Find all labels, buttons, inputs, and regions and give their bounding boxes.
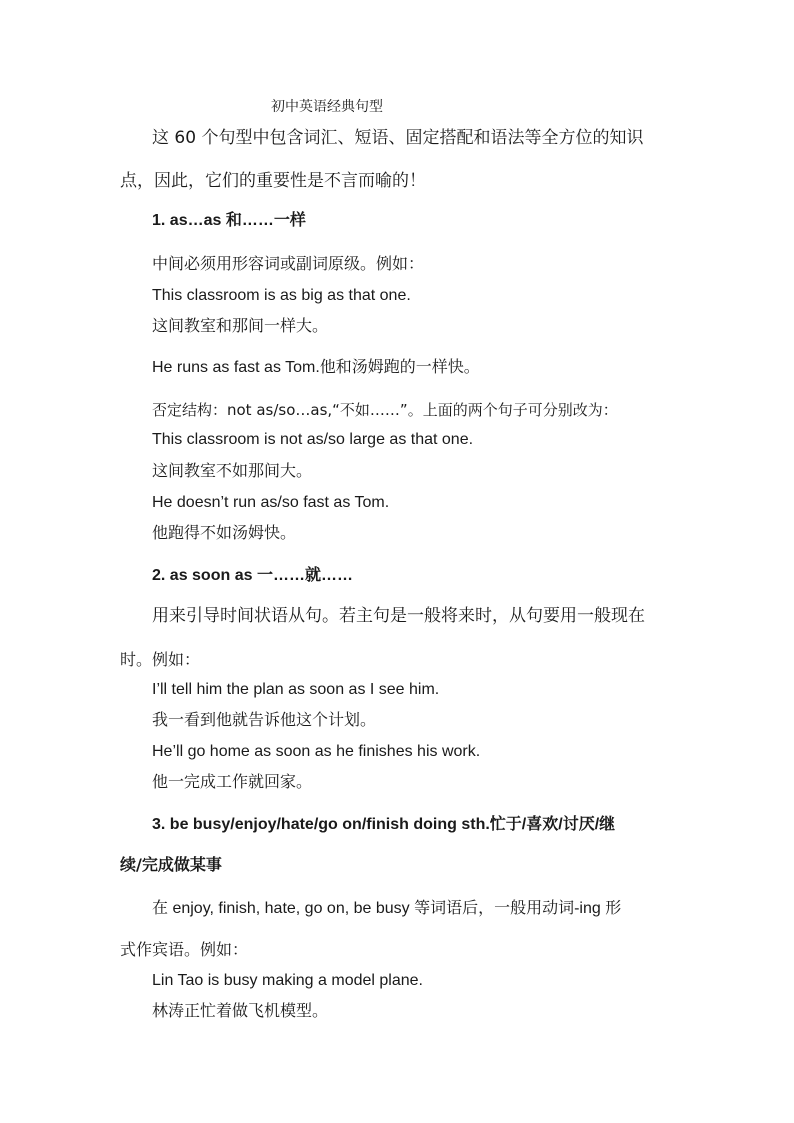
- section-1-line: 这间教室和那间一样大。: [152, 316, 329, 335]
- section-1-line: 这间教室不如那间大。: [152, 461, 313, 480]
- section-1-line: This classroom is not as/so large as that one.: [152, 431, 474, 448]
- section-1-line: 否定结构：not as/so…as,“不如……”。上面的两个句子可分别改为：: [152, 401, 618, 419]
- section-3-line: 在 enjoy, finish, hate, go on, be busy 等词语后，一般用动词-ing 形: [152, 900, 622, 917]
- section-3-line: Lin Tao is busy making a model plane.: [152, 972, 423, 989]
- section-1-line: This classroom is as big as that one.: [152, 287, 411, 304]
- section-1-heading: 1. as…as 和……一样: [152, 212, 306, 229]
- section-1-line: He doesn’t run as/so fast as Tom.: [152, 494, 390, 511]
- section-1-line: 中间必须用形容词或副词原级。例如：: [152, 254, 425, 273]
- section-2-line: I’ll tell him the plan as soon as I see him.: [152, 681, 440, 698]
- section-1-line: He runs as fast as Tom.他和汤姆跑的一样快。: [152, 359, 480, 376]
- document-title: 初中英语经典句型: [271, 99, 383, 115]
- intro-line-1: 这 60 个句型中包含词汇、短语、固定搭配和语法等全方位的知识: [152, 128, 644, 148]
- section-3-heading: 3. be busy/enjoy/hate/go on/finish doing sth.忙于/喜欢/讨厌/继: [152, 816, 616, 833]
- section-3-heading-continued: 续/完成做某事: [120, 855, 222, 874]
- section-2-heading: 2. as soon as 一……就……: [152, 567, 353, 584]
- section-2-line: 我一看到他就告诉他这个计划。: [152, 710, 377, 729]
- section-3-line: 式作宾语。例如：: [120, 940, 249, 959]
- intro-line-2: 点，因此，它们的重要性是不言而喻的！: [120, 171, 426, 191]
- section-2-line: 用来引导时间状语从句。若主句是一般将来时，从句要用一般现在: [152, 606, 645, 626]
- section-2-line: 他一完成工作就回家。: [152, 772, 313, 791]
- section-2-line: He’ll go home as soon as he finishes his work.: [152, 743, 481, 760]
- section-1-line: 他跑得不如汤姆快。: [152, 523, 297, 542]
- section-2-line: 时。例如：: [120, 650, 201, 669]
- section-3-line: 林涛正忙着做飞机模型。: [152, 1001, 329, 1020]
